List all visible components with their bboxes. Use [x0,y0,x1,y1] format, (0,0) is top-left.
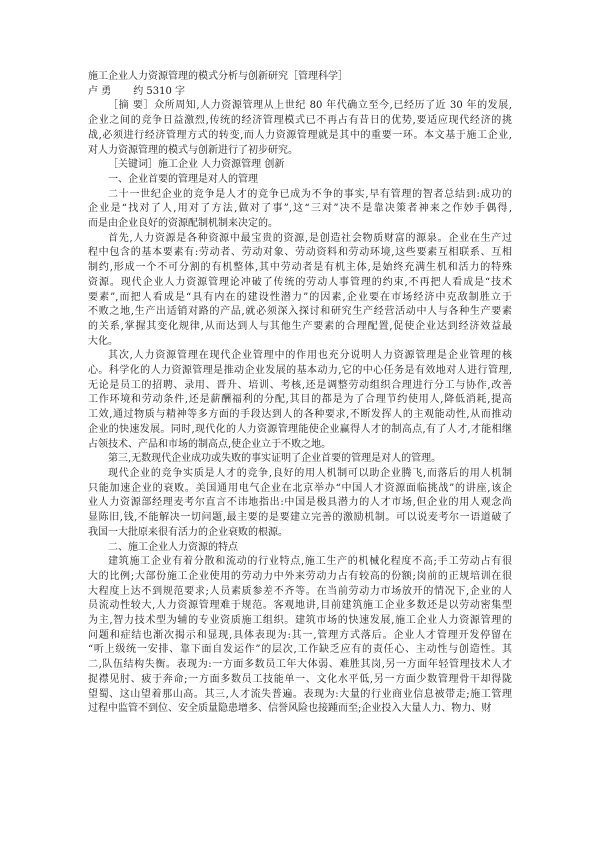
text-line: 企业是“找对了人,用对了方法,做对了事”,这“三对”决不是靠决策者神来之作妙手偶得, [88,203,512,215]
paragraph [88,232,512,350]
text-line: 企业之间的竞争日益激烈,传统的经济管理模式已不再占有昔日的优势,要适应现代经济的挑 [88,115,512,127]
text-line: 心。科学化的人力资源管理是推动企业发展的基本动力,它的中心任务是有效地对人进行管理, [88,365,512,377]
text-line: 一、企业首要的管理是对人的管理 [108,173,258,185]
text-line: 二、施工企业人力资源的特点 [108,541,238,553]
text-line: 对人力资源管理的模式与创新进行了初步研究。 [88,144,298,156]
text-line: 第三,无数现代企业成功或失败的事实证明了企业首要的管理是对人的管理。 [108,453,442,465]
text-line: 工作环境和劳动条件,还是薪酬福利的分配,其目的都是为了合理节约使用人,降低消耗,提高 [88,394,512,406]
text-line: 我国一大批原来很有活力的企业衰败的根源。 [88,526,288,538]
text-line: 为主,智力技术型为辅的专业资质施工组织。建筑市场的快速发展,施工企业人力资源管理的 [88,615,512,627]
text-line: 建筑施工企业有着分散和流动的行业特点,施工生产的机械化程度不高;手工劳动占有很 [108,556,512,568]
text-line: 大程度上达不到规范要求;人员素质参差不齐等。在当前劳动力市场放开的情况下,企业的人 [88,585,512,597]
text-line: 要素”,而把人看成是“具有内在的建设性潜力”的因素,企业要在市场经济中克敌制胜立于 [88,291,512,303]
byline [88,85,512,100]
text-line: 不败之地,生产出适销对路的产品,就必须深入探讨和研究生产经营活动中人与各种生产要素 [88,306,512,318]
text-line: 企业的快速发展。同时,现代化的人力资源管理能使企业赢得人才的制高点,有了人才,才能相继 [88,423,512,435]
text-line: 望蜀、这山望着那山高。其三,人才流失普遍。表现为:大量的行业商业信息被带走;施工管理 [88,688,512,700]
text-line: 首先,人力资源是各种资源中最宝贵的资源,是创造社会物质财富的源泉。企业在生产过 [108,232,512,244]
paragraph [88,467,512,541]
text-line: 资源。现代企业人力资源管理论冲破了传统的劳动人事管理的约束,不再把人看成是“技术 [88,276,512,288]
section-heading [88,173,512,188]
text-line: 员流动性较大,人力资源管理难于规范。客观地讲,目前建筑施工企业多数还是以劳动密集型 [88,600,512,612]
text-line: 制约,形成一个不可分割的有机整体,其中劳动者是有机主体,是始终充满生机和活力的特殊 [88,262,512,274]
text-line: ［关键词］施工企业 人力资源管理 创新 [108,159,285,171]
text-line: 工效,通过物质与精神等多方面的手段达到人的各种要求,不断发挥人的主观能动性,从而推动 [88,409,512,421]
paragraph [88,349,512,452]
text-line: 捉襟见肘、疲于奔命;一方面多数员工技能单一、文化水平低,另一方面少数管理骨干却得陇 [88,673,512,685]
section-heading [88,541,512,556]
article-title: 施工企业人力资源管理的模式分析与创新研究［管理科学］ [88,71,348,82]
text-line: 只能加速企业的衰败。美国通用电气企业在北京举办“中国人才资源面临挑战”的讲座,该企 [88,482,512,494]
section-heading [88,158,512,173]
text-line: 二十一世纪企业的竞争是人才的竞争已成为不争的事实,早有管理的智者总结到:成功的 [108,188,512,200]
text-line: 无论是员工的招聘、录用、晋升、培训、考核,还是调整劳动组织合理进行分工与协作,改善 [88,379,512,391]
text-line: 而是由企业良好的资源配制机制来决定的。 [88,218,278,230]
text-line: 大的比例;大部份施工企业使用的劳动力中外来劳动力占有较高的份额;岗前的正规培训在很 [88,570,512,582]
text-line: ［摘 要］众所周知,人力资源管理从上世纪 80 年代确立至今,已经历了近 30 年的发展, [108,100,512,112]
paragraph [88,99,512,158]
paragraph [88,188,512,232]
text-line: “听上级统一安排、靠下面自发运作”的层次,工作缺乏应有的责任心、主动性与创造性。其 [88,644,512,656]
paragraph [88,555,512,717]
text-line: 的关系,掌握其变化规律,从而达到人与其他生产要素的合理配置,促使企业达到经济效益最 [88,320,512,332]
text-line: 二,队伍结构失衡。表现为:一方面多数员工年大体弱、难胜其岗,另一方面年轻管理技术人才 [88,659,512,671]
text-line: 过程中监管不到位、安全质量隐患增多、信誉风险也接踵而至;企业投入大量人力、物力、财 [88,703,492,715]
author-name: 卢 勇 [88,85,112,97]
document-page [88,70,512,717]
text-line: 显陈旧,钱,不能解决一切问题,最主要的是要建立完善的激励机制。可以说麦考尔一语道破了 [88,512,512,524]
paragraph [88,452,512,467]
text-line: 占领技术、产品和市场的制高点,使企业立于不败之地。 [88,438,332,450]
text-line: 大化。 [88,335,118,347]
word-count: 约 5310 字 [133,85,185,97]
article-body [88,99,512,717]
text-line: 战,必须进行经济管理方式的转变,而人力资源管理就是其中的重要一环。本文基于施工企业, [88,129,512,141]
text-line: 程中包含的基本要素有:劳动者、劳动对象、劳动资料和劳动环境,这些要素互相联系、互相 [88,247,512,259]
text-line: 问题和症结也渐次揭示和显现,具体表现为:其一,管理方式落后。企业人才管理开发停留在 [88,629,512,641]
text-line: 其次,人力资源管理在现代企业管理中的作用也充分说明人力资源管理是企业管理的核 [108,350,512,362]
text-line: 现代企业的竞争实质是人才的竞争,良好的用人机制可以助企业腾飞,而落后的用人机制 [108,467,512,479]
text-line: 业人力资源部经理麦考尔直言不讳地指出:中国是极具潜力的人才市场,但企业的用人观念尚 [88,497,512,509]
